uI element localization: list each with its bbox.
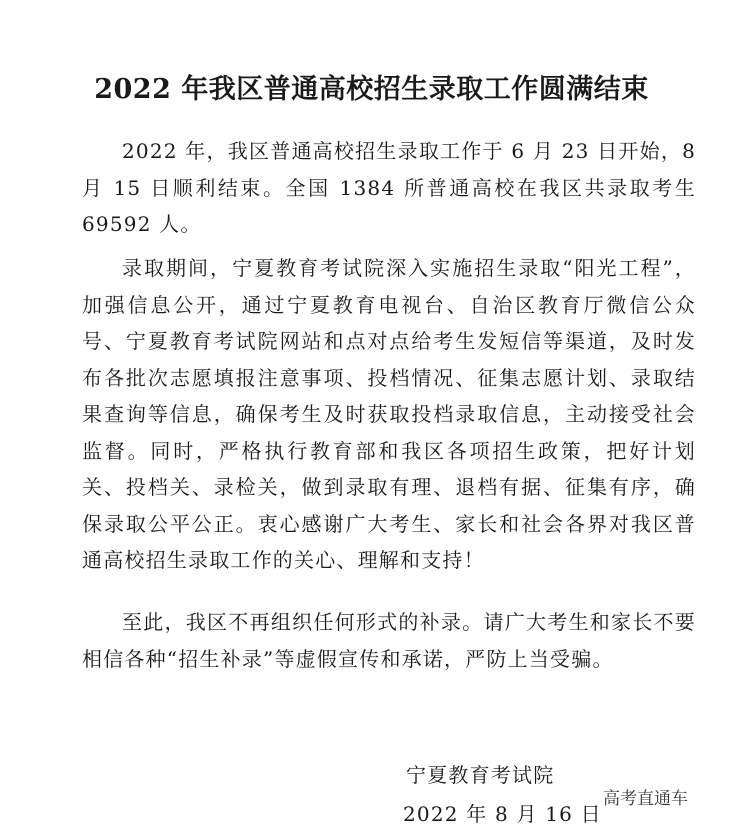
signature-date: 2022 年 8 月 16 日 — [403, 802, 602, 826]
paragraph-admission-period: 录取期间，宁夏教育考试院深入实施招生录取“阳光工程”，加强信息公开，通过宁夏教育电视台、自治区教育厅微信公众号、宁夏教育考试院网站和点对点给考生发短信等渠道，及时发布各批次志愿填报注意事项、投档情况、征集志愿计划、录取结果查询等信息，确保考生及时获取投档录取信息，主动接受社会监督。同时，严格执行教育部和我区各项招生政策，把好计划关、投档关、录检关，做到录取有理、退档有据、征集有序，确保录取公平公正。衷心感谢广大考生、家长和社会各界对我区普通高校招生录取工作的关心、理解和支持！ — [82, 256, 696, 572]
paragraph-no-supplementary: 至此，我区不再组织任何形式的补录。请广大考生和家长不要相信各种“招生补录”等虚假宣传和承诺，严防上当受骗。 — [82, 610, 696, 671]
document-title: 2022 年我区普通高校招生录取工作圆满结束 — [94, 74, 649, 106]
signature-organization: 宁夏教育考试院 — [406, 763, 555, 787]
watermark: 高考直通车 — [603, 789, 688, 809]
paragraph-summary: 2022 年，我区普通高校招生录取工作于 6 月 23 日开始，8 月 15 日顺利结束。全国 1384 所普通高校在我区共录取考生 69592 人。 — [82, 139, 696, 236]
